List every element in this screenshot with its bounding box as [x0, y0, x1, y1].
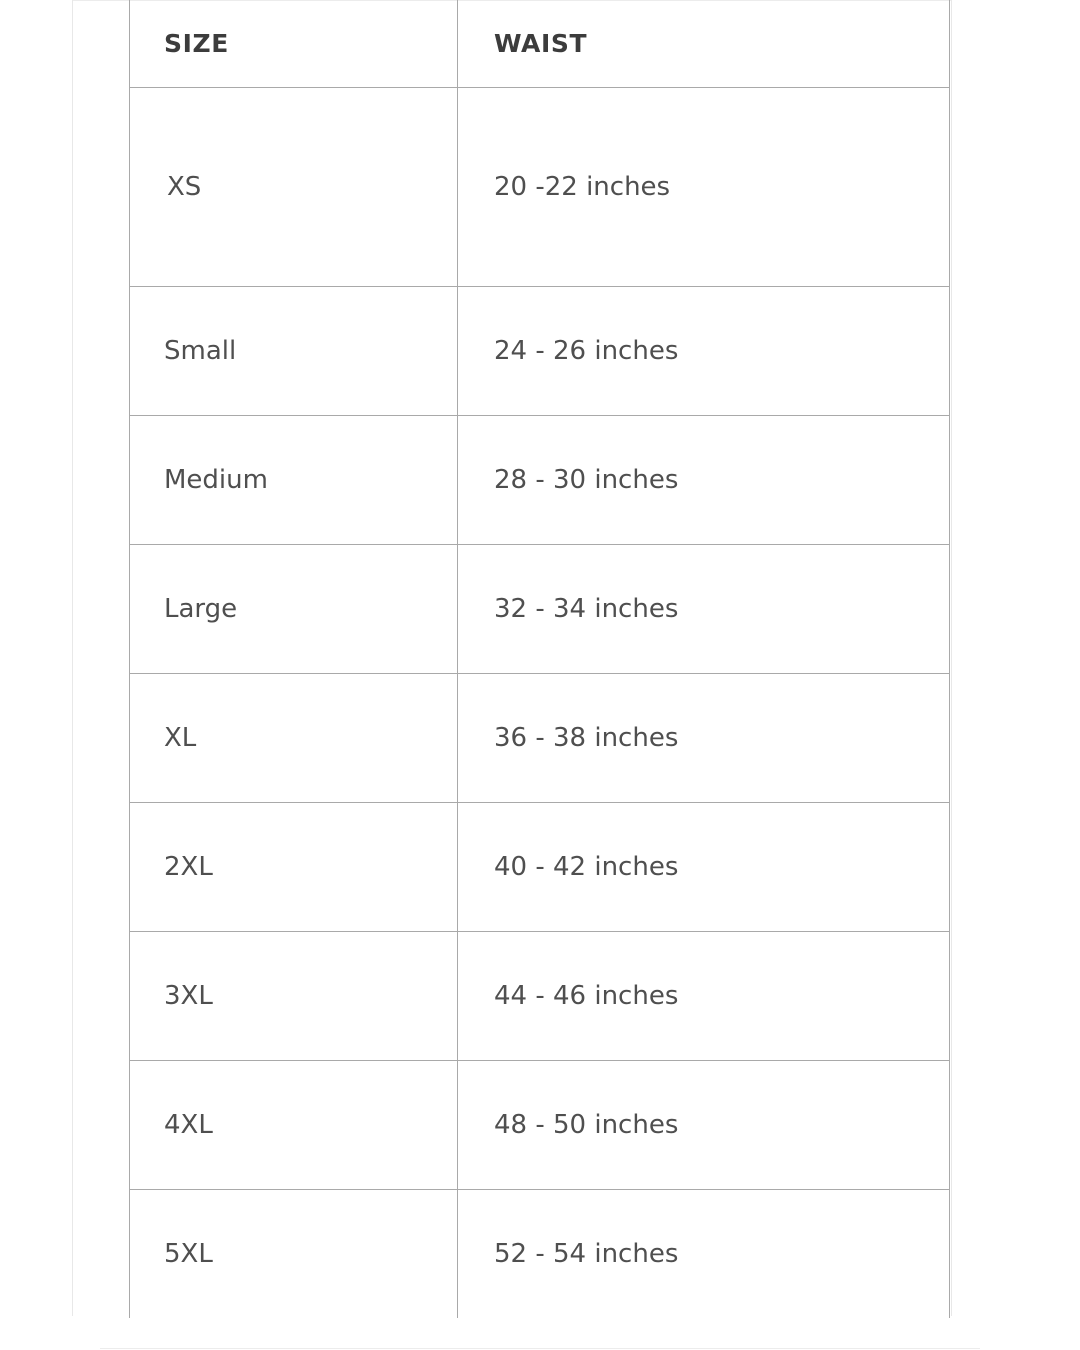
- page-rule-left: [72, 0, 73, 1316]
- size-chart-container: [129, 0, 949, 1318]
- table-row: [130, 88, 950, 287]
- table-header: [130, 0, 950, 88]
- page-rule-right: [951, 0, 952, 1316]
- cell-waist: 40 - 42 inches: [458, 803, 950, 932]
- table-row: [130, 932, 950, 1061]
- cell-size: 3XL: [130, 932, 458, 1061]
- table-row: [130, 1061, 950, 1190]
- cell-waist: 36 - 38 inches: [458, 674, 950, 803]
- table-row: [130, 674, 950, 803]
- cell-size: 2XL: [130, 803, 458, 932]
- cell-size: Medium: [130, 416, 458, 545]
- cell-waist: 24 - 26 inches: [458, 287, 950, 416]
- cell-waist: 32 - 34 inches: [458, 545, 950, 674]
- cell-size: XS: [130, 88, 458, 287]
- cell-size: XL: [130, 674, 458, 803]
- column-header-size: SIZE: [130, 0, 458, 88]
- cell-waist: 44 - 46 inches: [458, 932, 950, 1061]
- cell-size: 4XL: [130, 1061, 458, 1190]
- cell-waist: 48 - 50 inches: [458, 1061, 950, 1190]
- table-row: [130, 803, 950, 932]
- column-header-waist: WAIST: [458, 0, 950, 88]
- table-row: [130, 416, 950, 545]
- cell-size: Large: [130, 545, 458, 674]
- table-body: [130, 88, 950, 1319]
- size-chart-table: [129, 0, 950, 1318]
- table-row: [130, 287, 950, 416]
- cell-size: 5XL: [130, 1190, 458, 1319]
- table-row: [130, 1190, 950, 1319]
- table-row: [130, 545, 950, 674]
- cell-size: Small: [130, 287, 458, 416]
- page-rule-bottom: [100, 1348, 980, 1349]
- cell-waist: 28 - 30 inches: [458, 416, 950, 545]
- cell-waist: 20 -22 inches: [458, 88, 950, 287]
- cell-waist: 52 - 54 inches: [458, 1190, 950, 1319]
- table-header-row: [130, 0, 950, 88]
